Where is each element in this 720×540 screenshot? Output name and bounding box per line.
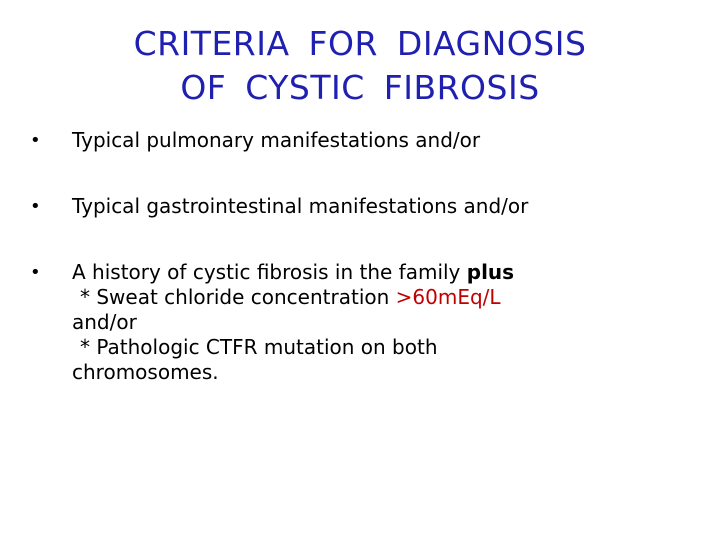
- bullet-dot-icon: •: [30, 262, 41, 283]
- sweat-chloride-value: >60mEq/L: [395, 285, 501, 309]
- criteria-item-pulmonary: [30, 128, 710, 153]
- mutation-line-2: chromosomes.: [72, 360, 219, 384]
- criteria-text-pulmonary: Typical pulmonary manifestations and/or: [72, 128, 481, 152]
- title-line-2: OF CYSTIC FIBROSIS: [180, 68, 540, 107]
- criteria-item-family-history: [30, 260, 710, 385]
- sweat-chloride-text: * Sweat chloride concentration: [80, 285, 396, 309]
- bullet-dot-icon: •: [30, 196, 41, 217]
- title-line-1: CRITERIA FOR DIAGNOSIS: [133, 24, 587, 63]
- family-history-text: A history of cystic fibrosis in the family: [72, 260, 467, 284]
- bullet-dot-icon: •: [30, 130, 41, 151]
- mutation-line-1: * Pathologic CTFR mutation on both: [80, 335, 438, 359]
- criteria-item-gastrointestinal: [30, 194, 710, 219]
- family-history-line: [72, 260, 710, 285]
- sweat-chloride-line: [72, 285, 710, 310]
- andor-text: and/or: [72, 310, 137, 334]
- criteria-list: [30, 128, 710, 385]
- slide-title: [0, 22, 720, 110]
- plus-keyword: plus: [466, 260, 515, 284]
- criteria-text-gastrointestinal: Typical gastrointestinal manifestations and/or: [72, 194, 529, 218]
